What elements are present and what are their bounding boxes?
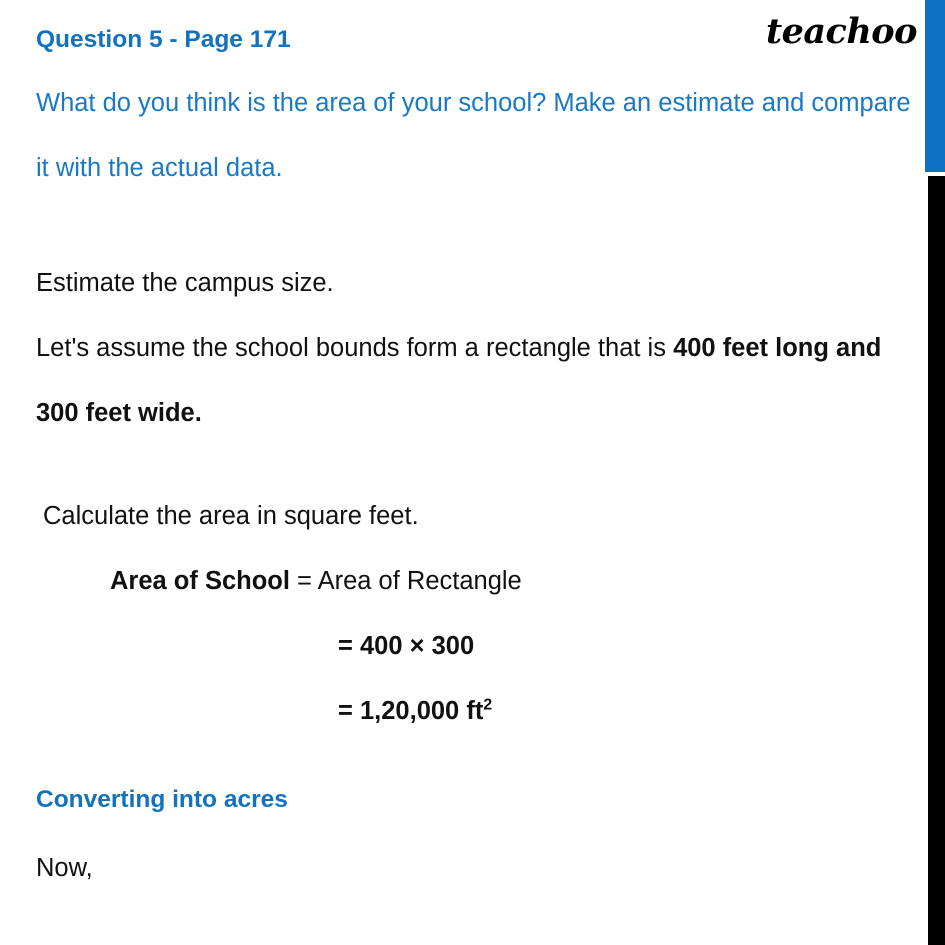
step-result-exponent: 2 <box>483 696 493 713</box>
step-result-value: = 1,20,000 ft <box>338 696 484 725</box>
content-column <box>36 0 920 882</box>
formula-label: Area of School <box>110 566 290 595</box>
spacer-before-calc <box>36 446 920 484</box>
assumption-dimensions: 400 feet long and 300 feet wide. <box>36 333 882 427</box>
now-line: Now, <box>36 854 93 882</box>
assumption-text: Let's assume the school bounds form a rectangle that is <box>36 333 674 362</box>
right-edge-black-bar <box>928 176 945 945</box>
calculate-line: Calculate the area in square feet. <box>43 501 419 530</box>
step-result-line <box>36 679 920 744</box>
conversion-heading: Converting into acres <box>36 785 288 813</box>
formula-expression: = Area of Rectangle <box>289 566 522 595</box>
teachoo-logo: teachoo <box>765 11 917 52</box>
step-multiply-line: = 400 × 300 <box>338 631 475 660</box>
right-edge-blue-bar <box>925 0 945 172</box>
spacer-after-prompt <box>36 201 920 251</box>
assumption-paragraph <box>36 316 916 446</box>
question-prompt: What do you think is the area of your school? Make an estimate and compare it with the actual data. <box>36 88 911 182</box>
question-heading: Question 5 - Page 171 <box>36 26 291 53</box>
formula-line <box>36 549 920 614</box>
estimate-line: Estimate the campus size. <box>36 268 334 297</box>
